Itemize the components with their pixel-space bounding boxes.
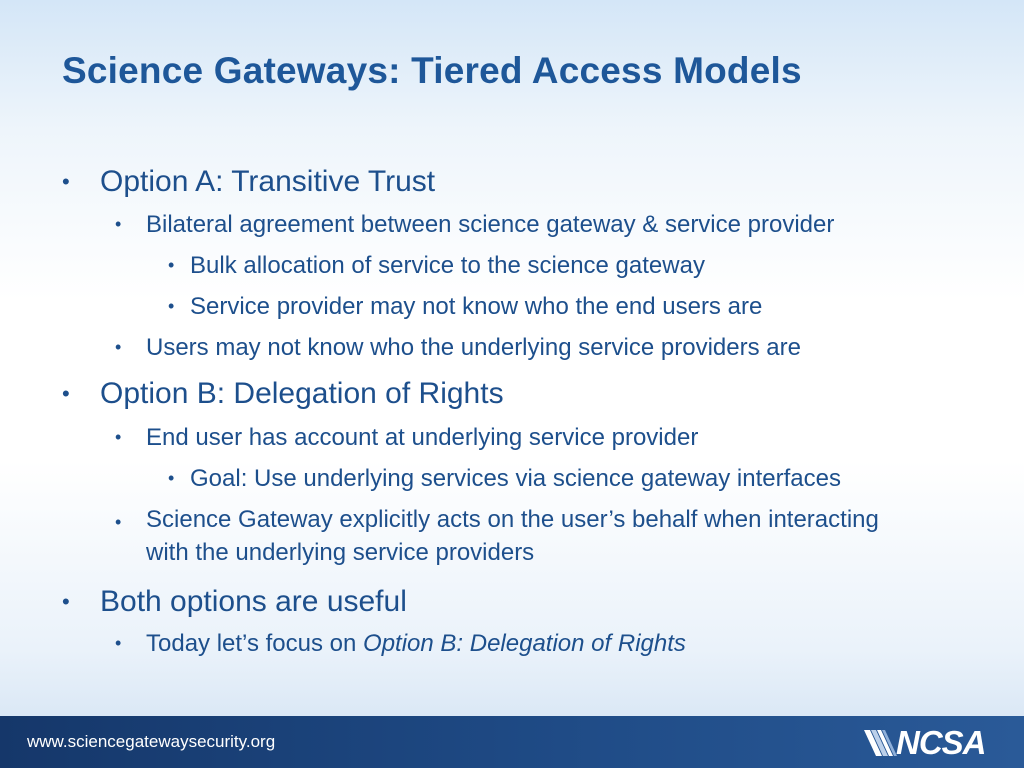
bullet-option-b [62,377,504,411]
bullet-text: Option A: Transitive Trust [100,165,436,198]
bullet-text: Science Gateway explicitly acts on the user’s behalf when interacting with the underlying service providers [146,506,879,566]
bullet-text: Option B: Delegation of Rights [100,377,504,410]
slide-title: Science Gateways: Tiered Access Models [62,50,802,91]
footer-url[interactable]: www.sciencegatewaysecurity.org [27,732,276,751]
bullet-dot: • [168,296,175,316]
bullet-dot: • [62,381,70,406]
bullet-provider-unknown-users [168,293,763,321]
bullet-dot: • [115,512,122,532]
bullet-dot: • [115,337,122,357]
bullet-text: Both options are useful [100,585,407,618]
bullet-dot: • [115,633,122,653]
bullet-dot: • [168,468,175,488]
bullet-goal [168,465,841,493]
bullet-emphasis: Option B: Delegation of Rights [363,630,686,657]
bullet-both-useful [62,585,407,619]
ncsa-logo [862,724,1012,761]
bullet-text: Bilateral agreement between science gateway & service provider [146,211,835,238]
ncsa-stripes-icon [862,728,898,758]
bullet-option-a [62,165,436,199]
bullet-dot: • [62,589,70,614]
bullet-dot: • [62,169,70,194]
bullet-users-unknown-providers [115,334,801,362]
footer-bar [0,716,1024,768]
bullet-text: Goal: Use underlying services via science gateway interfaces [190,465,841,492]
bullet-end-user-account [115,424,699,452]
bullet-dot: • [115,427,122,447]
bullet-text: Users may not know who the underlying service providers are [146,334,801,361]
bullet-text: Service provider may not know who the end users are [190,293,763,320]
bullet-dot: • [115,214,122,234]
bullet-text: Bulk allocation of service to the science gateway [190,252,705,279]
ncsa-logo-text: NCSA [896,724,986,761]
bullet-today-focus [115,630,686,658]
bullet-bulk-allocation [168,252,705,280]
bullet-text: End user has account at underlying service provider [146,424,699,451]
bullet-text: Today let’s focus on [146,630,364,657]
bullet-gateway-acts [115,503,906,569]
bullet-dot: • [168,255,175,275]
bullet-bilateral-agreement [115,211,835,239]
